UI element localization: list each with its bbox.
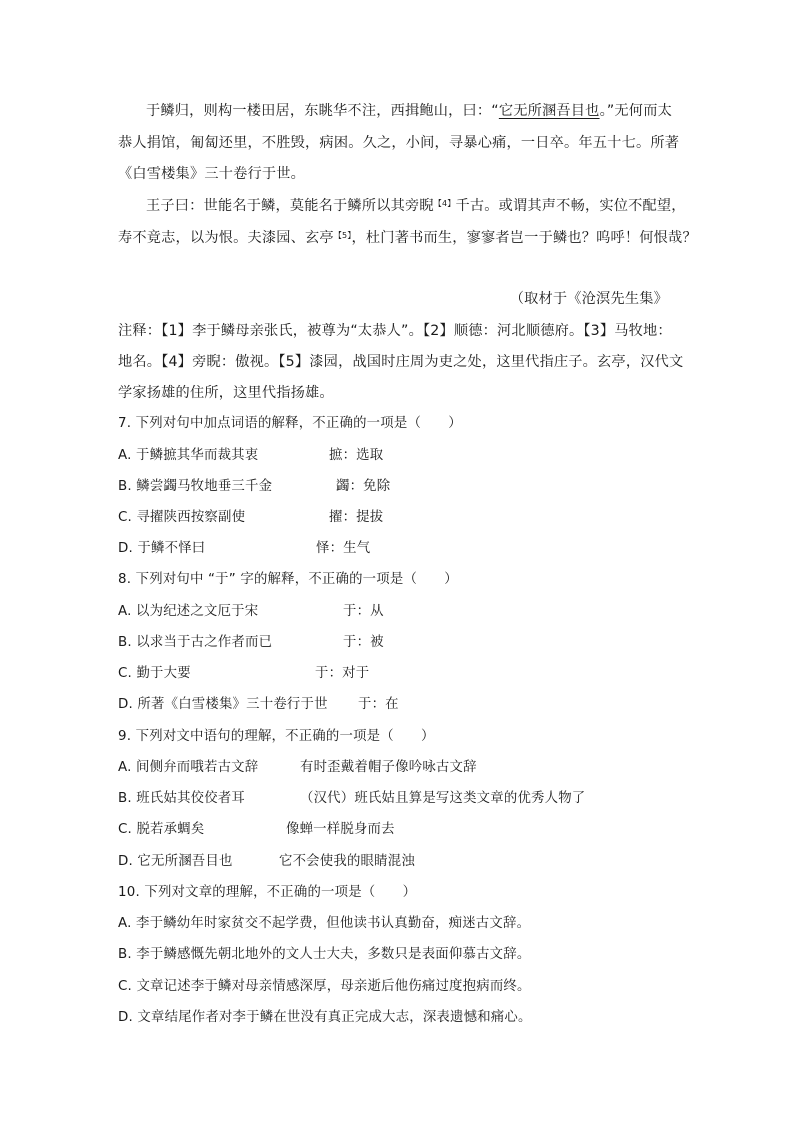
question-10-stem: 10. 下列对文章的理解，不正确的一项是（ ） (118, 885, 417, 900)
q10-option-a: A. 李于鳞幼年时家贫交不起学费，但他读书认真勤奋，痴迷古文辞。 (118, 916, 531, 931)
q10-option-d: D. 文章结尾作者对李于鳞在世没有真正完成大志，深表遗憾和痛心。 (118, 1010, 532, 1025)
question-8-stem: 8. 下列对句中 “于” 字的解释，不正确的一项是（ ） (118, 572, 458, 587)
footnote-marker: 【4】 (433, 199, 456, 208)
passage-line (146, 101, 672, 121)
option-text: A. 于鳞摭其华而裁其衷 (118, 448, 259, 463)
q10-option-c: C. 文章记述李于鳞对母亲情感深厚，母亲逝后他伤痛过度抱病而终。 (118, 979, 531, 994)
q9-option-c (118, 820, 395, 840)
passage-text: 千古。或谓其声不畅，实位不配望， (455, 198, 686, 214)
option-gloss: 于：从 (343, 604, 384, 619)
passage-line (118, 228, 697, 248)
q7-option-d (118, 539, 371, 559)
option-text: B. 以求当于古之作者而已 (118, 635, 273, 650)
option-text: D. 它无所溷吾目也 (118, 854, 233, 869)
option-text: A. 间侧弁而哦若古文辞 (118, 760, 259, 775)
q8-option-d (118, 695, 399, 715)
passage-text: 。”无何而太 (599, 103, 672, 119)
underlined-sentence: 它无所溷吾目也 (498, 103, 600, 119)
q7-option-c (118, 508, 384, 528)
note-line: 注释：【1】李于鳞母亲张氏，被尊为“太恭人”。【2】顺德：河北顺德府。【3】马牧地： (118, 323, 672, 339)
q7-option-b (118, 477, 391, 497)
note-line: 学家扬雄的住所，这里代指扬雄。 (118, 385, 334, 401)
q8-option-c (118, 664, 370, 684)
q10-option-b: B. 李于鳞感慨先朝北地外的文人士大夫，多数只是表面仰慕古文辞。 (118, 947, 531, 962)
option-gloss: 像蝉一样脱身而去 (286, 822, 395, 837)
option-gloss: 摭：选取 (329, 448, 384, 463)
question-9-stem: 9. 下列对文中语句的理解，不正确的一项是（ ） (118, 729, 435, 744)
option-gloss: 于：被 (343, 635, 384, 650)
passage-text: 寿不竟志，以为恨。夫漆园、玄亭 (118, 230, 334, 246)
q9-option-b (118, 789, 586, 809)
option-text: C. 寻擢陕西按察副使 (118, 510, 246, 525)
q9-option-d (118, 852, 415, 872)
passage-line: 《白雪楼集》三十卷行于世。 (118, 166, 306, 182)
option-text: C. 勤于大要 (118, 666, 191, 681)
option-text: B. 鳞尝蠲马牧地垂三千金 (118, 479, 273, 494)
note-line: 地名。【4】旁睨：傲视。【5】漆园，战国时庄周为吏之处，这里代指庄子。玄亭，汉代文 (118, 354, 684, 370)
question-7-stem: 7. 下列对句中加点词语的解释，不正确的一项是（ ） (118, 416, 462, 431)
option-gloss: （汉代）班氏姑且算是写这类文章的优秀人物了 (300, 791, 586, 806)
option-text: A. 以为纪述之文厄于宋 (118, 604, 259, 619)
passage-text: 王子曰：世能名于鳞，莫能名于鳞所以其旁睨 (146, 198, 434, 214)
q8-option-b (118, 633, 384, 653)
option-gloss: 蠲：免除 (336, 479, 391, 494)
option-text: B. 班氏姑其佼佼者耳 (118, 791, 246, 806)
passage-text: 于鳞归，则构一楼田居，东眺华不注，西揖鲍山，曰：“ (146, 103, 499, 119)
option-gloss: 怿：生气 (316, 541, 371, 556)
passage-line: 恭人捐馆，匍匐还里，不胜毁，病困。久之，小间，寻暴心痛，一日卒。年五十七。所著 (118, 135, 680, 151)
option-text: D. 所著《白雪楼集》三十卷行于世 (118, 697, 328, 712)
option-gloss: 于：在 (358, 697, 399, 712)
passage-text: ，杜门著书而生，寥寥者岂一于鳞也？呜呼！何恨哉？ (351, 230, 697, 246)
passage-line (146, 196, 686, 216)
q8-option-a (118, 602, 384, 622)
option-text: D. 于鳞不怿曰 (118, 541, 206, 556)
option-gloss: 有时歪戴着帽子像吟咏古文辞 (300, 760, 477, 775)
q7-option-a (118, 446, 384, 466)
option-text: C. 脱若承蜩矣 (118, 822, 205, 837)
source-citation: （取材于《沧溟先生集》 (509, 291, 668, 307)
option-gloss: 于：对于 (315, 666, 370, 681)
option-gloss: 它不会使我的眼睛混浊 (279, 854, 415, 869)
footnote-marker: 【5】 (333, 231, 352, 240)
q9-option-a (118, 758, 477, 778)
option-gloss: 擢：提拔 (329, 510, 384, 525)
